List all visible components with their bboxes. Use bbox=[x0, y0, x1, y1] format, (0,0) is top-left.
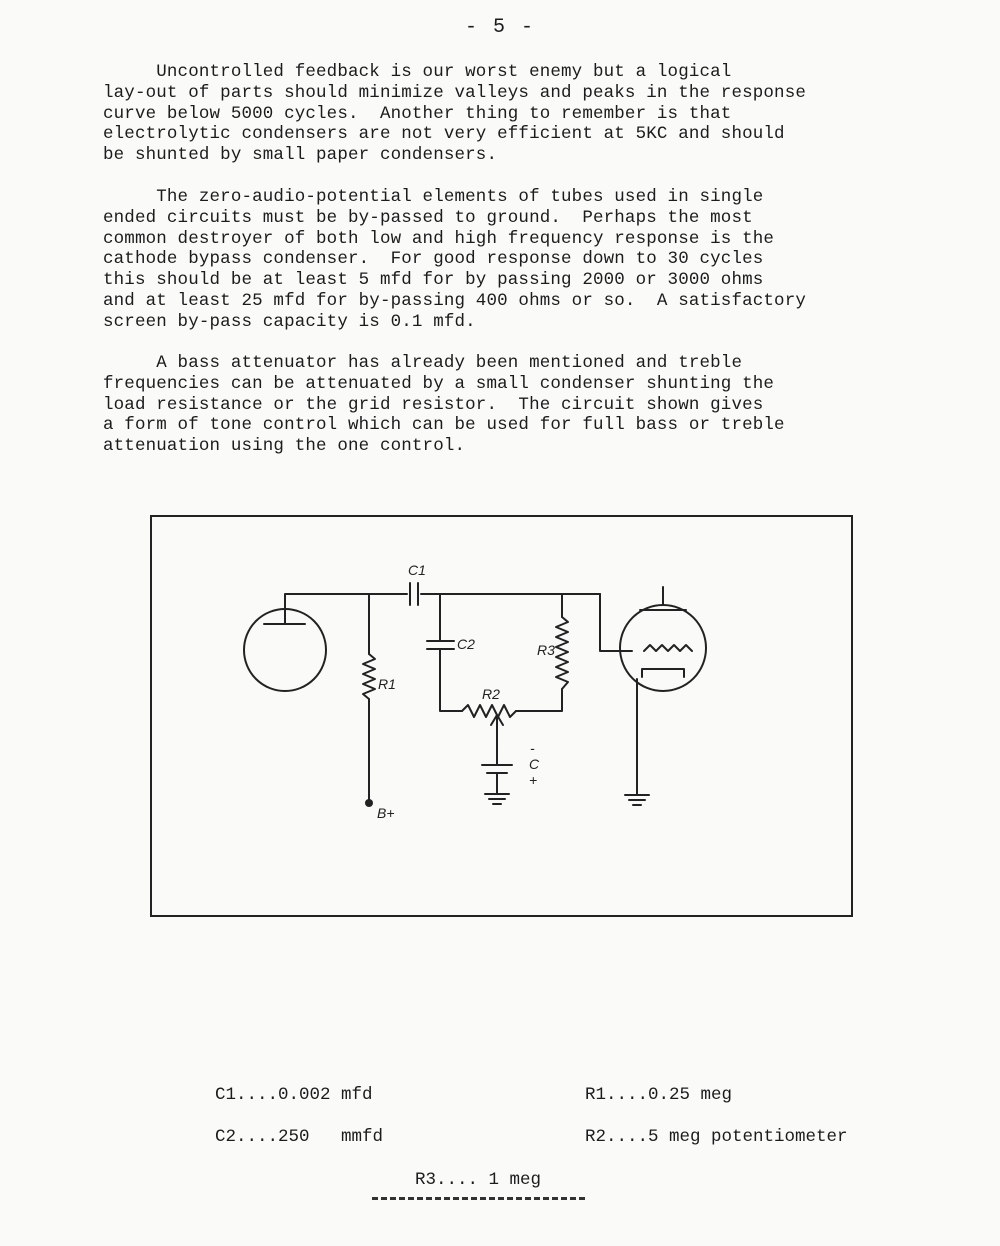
r3-resistor bbox=[556, 617, 568, 689]
paragraph-tone-control: A bass attenuator has already been mentioned and treble frequencies can be attenuated by a small condenser shunting the load resistance or the grid resistor. The circuit shown gives a form of tone control which can be used for full bass or treble attenuation using the one control. bbox=[103, 353, 785, 457]
label-b-plus: B+ bbox=[377, 805, 395, 821]
paragraph-bypass: The zero-audio-potential elements of tubes used in single ended circuits must be by-passed to ground. Perhaps the most common destroyer of both low and high frequency response is the cathode bypass condenser. For good response down to 30 cycles this should be at least 5 mfd for by passing 2000 or 3000 ohms and at least 25 mfd for by-passing 400 ohms or so. A satisfactory screen by-pass capacity is 0.1 mfd. bbox=[103, 187, 807, 332]
part-r1: R1....0.25 meg bbox=[585, 1085, 733, 1105]
c2-lead-bottom bbox=[440, 649, 462, 711]
label-c-minus: - bbox=[530, 740, 535, 756]
output-tube-heater bbox=[642, 669, 684, 677]
part-c2: C2....250 mmfd bbox=[215, 1127, 384, 1147]
part-r2: R2....5 meg potentiometer bbox=[585, 1127, 848, 1147]
label-r1: R1 bbox=[378, 676, 396, 692]
plate-wire bbox=[285, 594, 407, 624]
label-r2: R2 bbox=[482, 686, 500, 702]
r1-resistor bbox=[363, 654, 375, 699]
output-tube-grid bbox=[644, 645, 692, 651]
part-r3: R3.... 1 meg bbox=[415, 1170, 542, 1190]
label-c1: C1 bbox=[408, 562, 426, 578]
grid-wire bbox=[562, 594, 632, 651]
b-plus-terminal bbox=[365, 799, 373, 807]
part-c1: C1....0.002 mfd bbox=[215, 1085, 373, 1105]
page-number: - 5 - bbox=[464, 16, 535, 39]
paragraph-feedback: Uncontrolled feedback is our worst enemy but a logical lay-out of parts should minimize valleys and peaks in the response curve below 5000 cycles. Another thing to remember is that electrolytic condensers are not very efficient at 5KC and should be shunted by small paper condensers. bbox=[103, 62, 807, 166]
end-rule bbox=[372, 1197, 585, 1200]
r2-lead-right bbox=[516, 689, 562, 711]
r2-resistor bbox=[462, 705, 516, 717]
label-c-plus: + bbox=[529, 772, 538, 788]
circuit-diagram-frame bbox=[150, 515, 853, 917]
output-tube-symbol bbox=[620, 605, 706, 691]
label-c2: C2 bbox=[457, 636, 475, 652]
tone-control-schematic bbox=[152, 517, 851, 915]
label-c: C bbox=[529, 756, 540, 772]
label-r3: R3 bbox=[537, 642, 555, 658]
